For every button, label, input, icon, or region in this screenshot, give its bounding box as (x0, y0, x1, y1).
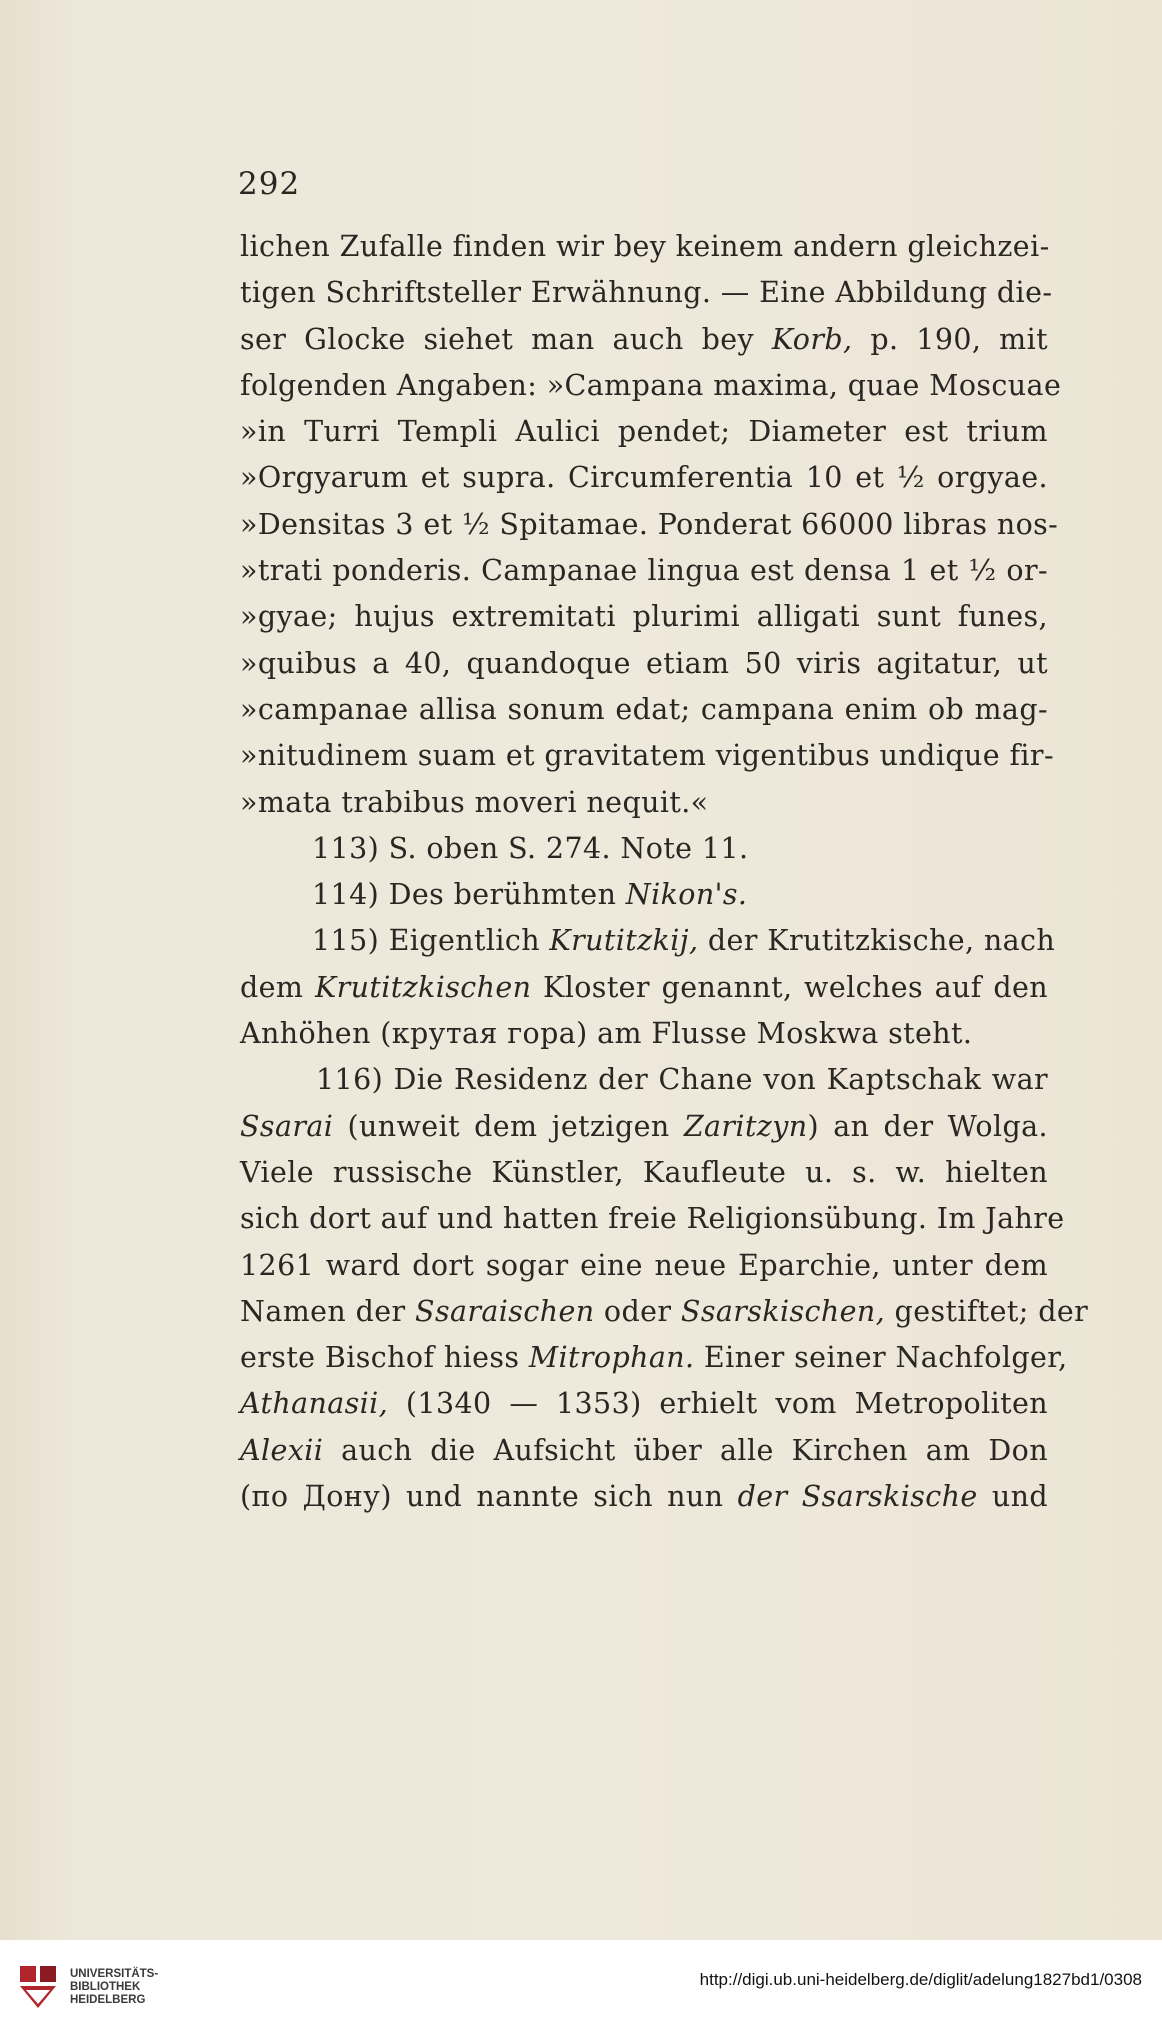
text-line (240, 965, 1048, 1011)
text-span: »trati ponderis. Campanae lingua est densa 1 et ½ or- (240, 554, 1048, 588)
text-span: ser Glocke siehet man auch bey (240, 322, 772, 356)
text-span: (по Дону) und nannte sich nun (240, 1480, 738, 1514)
text-line (240, 270, 1053, 316)
text-line (240, 733, 1054, 779)
italic-text: Nikon's. (625, 878, 748, 912)
logo-line: BIBLIOTHEK (70, 1981, 141, 1993)
text-line (240, 502, 1059, 548)
text-span: lichen Zufalle finden wir bey keinem andern gleichzei- (240, 230, 1050, 263)
text-line (240, 918, 1056, 964)
text-line (240, 780, 1048, 826)
text-line (240, 687, 1048, 733)
text-span: »campanae allisa sonum edat; campana enim ob mag- (240, 692, 1048, 726)
italic-text: Krutitzkischen (314, 970, 532, 1004)
text-line (240, 641, 1048, 687)
text-line (240, 1150, 1048, 1196)
text-span: tigen Schriftsteller Erwähnung. — Eine Abbildung die- (240, 276, 1053, 310)
text-line (240, 317, 1048, 363)
text-line (240, 455, 1048, 501)
text-line (240, 1381, 1048, 1427)
text-span: Viele russische Künstler, Kaufleute u. s. w. hielten (240, 1155, 1048, 1189)
italic-text: der Ssarskische (737, 1480, 978, 1514)
italic-text: Korb, (771, 322, 853, 356)
text-span: »nitudinem suam et gravitatem vigentibus undique fir- (240, 739, 1054, 773)
text-span: der Krutitzkische, nach (698, 924, 1056, 958)
logo-line: HEIDELBERG (70, 1994, 146, 2006)
text-span: Namen der (240, 1294, 416, 1328)
text-span: Einer seiner Nachfolger, (694, 1341, 1068, 1375)
text-span: (unweit dem jetzigen (333, 1109, 684, 1143)
text-line (240, 1104, 1048, 1150)
text-span: 114) Des berühmten (312, 878, 626, 912)
text-span: erste Bischof hiess (240, 1341, 529, 1375)
text-span: 1261 ward dort sogar eine neue Eparchie, unter dem (240, 1248, 1048, 1282)
text-span: und (977, 1480, 1048, 1514)
italic-text: Mitrophan. (528, 1341, 695, 1375)
footer-bar (0, 1940, 1162, 2032)
text-span: gestiftet; der (885, 1294, 1089, 1328)
text-line (240, 1243, 1048, 1289)
text-span: 115) Eigentlich (312, 924, 550, 958)
logo-line: UNIVERSITÄTS- (70, 1968, 159, 1980)
text-span: Anhöhen (крутая гора) am Flusse Moskwa steht. (240, 1017, 973, 1051)
text-span: auch die Aufsicht über alle Kirchen am Don (323, 1433, 1048, 1467)
text-span: »in Turri Templi Aulici pendet; Diameter est trium (240, 415, 1048, 449)
text-line (240, 1011, 1048, 1057)
text-span: p. 190, mit (852, 322, 1048, 356)
text-span: »Orgyarum et supra. Circumferentia 10 et ½ orgyae. (240, 461, 1048, 495)
text-span: 116) Die Residenz der Chane von Kaptschak war (316, 1063, 1048, 1097)
university-library-logo-icon[interactable] (12, 1960, 64, 2014)
text-span: Kloster genannt, welches auf den (531, 970, 1049, 1004)
text-line (240, 409, 1048, 455)
text-span: (1340 — 1353) erhielt vom Metropoliten (388, 1387, 1048, 1421)
text-line (240, 1057, 1048, 1103)
italic-text: Ssaraischen (415, 1294, 595, 1328)
text-line (240, 1335, 1068, 1381)
italic-text: Athanasii, (240, 1387, 389, 1421)
text-span: sich dort auf und hatten freie Religionsübung. Im Jahre (240, 1202, 1065, 1236)
source-url-link[interactable]: http://digi.ub.uni-heidelberg.de/diglit/adelung1827bd1/0308 (699, 1970, 1142, 1989)
text-line (240, 1428, 1048, 1474)
italic-text: Alexii (240, 1433, 324, 1467)
text-line (240, 1289, 1089, 1335)
text-span: dem (240, 970, 315, 1004)
text-span: folgenden Angaben: »Campana maxima, quae Moscuae (240, 368, 1062, 402)
text-span: »gyae; hujus extremitati plurimi alligati sunt funes, (240, 600, 1048, 634)
text-line (240, 1196, 1065, 1242)
text-span: »mata trabibus moveri nequit.« (240, 785, 709, 819)
text-line (240, 872, 1048, 918)
text-span: »quibus a 40, quandoque etiam 50 viris agitatur, ut (240, 646, 1048, 680)
text-span: ) an der Wolga. (807, 1109, 1048, 1143)
italic-text: Krutitzkij, (549, 924, 699, 958)
italic-text: Ssarai (240, 1109, 334, 1143)
text-line (240, 1474, 1048, 1520)
text-span: »Densitas 3 et ½ Spitamae. Ponderat 66000 libras nos- (240, 507, 1059, 541)
text-line (240, 548, 1048, 594)
text-span: oder (594, 1294, 681, 1328)
page-number: 292 (238, 166, 301, 202)
text-line (240, 363, 1062, 409)
text-line (240, 826, 1048, 872)
text-line (240, 594, 1048, 640)
italic-text: Ssarskischen, (680, 1294, 886, 1328)
text-line (240, 224, 1048, 270)
text-block (240, 224, 1089, 1520)
text-span: 113) S. oben S. 274. Note 11. (312, 831, 749, 865)
library-name (70, 1968, 158, 2007)
italic-text: Zaritzyn (683, 1109, 808, 1143)
